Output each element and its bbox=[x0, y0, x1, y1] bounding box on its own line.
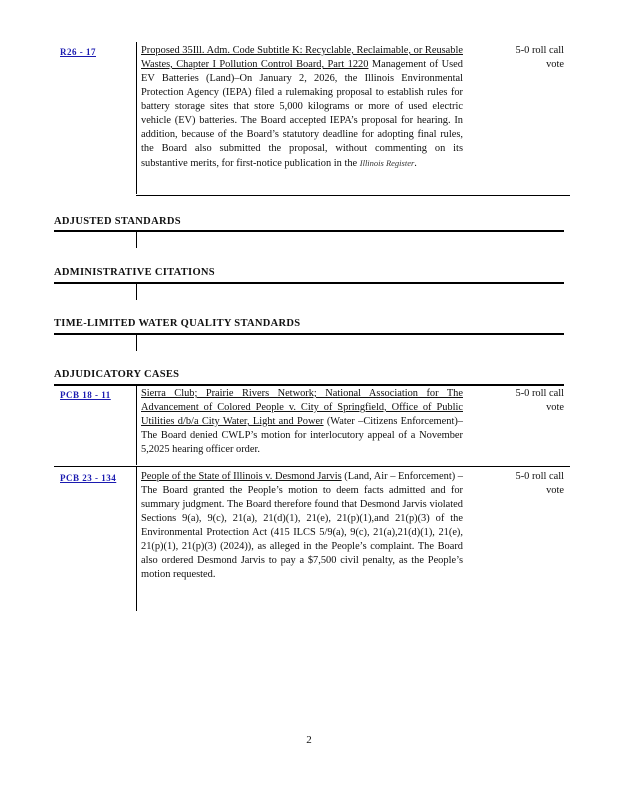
entry-divider bbox=[54, 466, 570, 467]
entry-pcb-18-11-caption: Sierra Club; Prairie Rivers Network; National Association for The Advancement of Colored People v. City of Springfield, Office of Public Utilities d/b/a City Water, Light and Power bbox=[141, 388, 463, 427]
entry-r26-17-text bbox=[141, 44, 463, 171]
entry-pcb-18-11-vote: 5-0 roll call vote bbox=[515, 388, 564, 413]
case-link-r26-17[interactable]: R26 - 17 bbox=[60, 47, 96, 57]
section-adjudicatory-cases: ADJUDICATORY CASES bbox=[54, 369, 180, 380]
column-divider bbox=[136, 42, 137, 194]
illinois-register-title: Illinois Register bbox=[359, 158, 415, 168]
page-number: 2 bbox=[306, 734, 312, 746]
entry-r26-17-body: Management of Used EV Batteries (Land)–On January 2, 2026, the Illinois Environmental Protection Agency (IEPA) filed a rulemaking proposal to establish rules for battery storage sites that store 5,000 kilograms or more of used electric vehicle (EV) batteries. The Board accepted IEPA’s proposal for hearing. In addition, because of the Board’s statutory deadline for adopting final rules, the Board also submitted the proposal, without commenting on its substantive merits, for first-notice publication in the bbox=[141, 59, 463, 169]
section-administrative-citations: ADMINISTRATIVE CITATIONS bbox=[54, 267, 215, 278]
section-rule bbox=[54, 384, 564, 386]
entry-pcb-18-11-body: (Water –Citizens Enforcement)–The Board denied CWLP’s motion for interlocutory appeal of a November 5,2025 hearing officer order. bbox=[141, 416, 463, 455]
entry-pcb-23-134-caption: People of the State of Illinois v. Desmond Jarvis bbox=[141, 471, 342, 482]
section-rule bbox=[54, 282, 564, 284]
entry-r26-17-caption: Proposed 35Ill. Adm. Code Subtitle K: Recyclable, Reclaimable, or Reusable Wastes, Chapter I Pollution Control Board, Part 1220 bbox=[141, 45, 463, 70]
column-divider bbox=[136, 284, 137, 300]
column-divider bbox=[136, 467, 137, 611]
section-time-limited-standards: TIME-LIMITED WATER QUALITY STANDARDS bbox=[54, 318, 301, 329]
case-link-pcb-18-11[interactable]: PCB 18 - 11 bbox=[60, 390, 111, 400]
section-adjusted-standards: ADJUSTED STANDARDS bbox=[54, 216, 181, 227]
entry-pcb-23-134-vote: 5-0 roll call vote bbox=[515, 471, 564, 496]
column-divider bbox=[136, 232, 137, 248]
section-rule bbox=[54, 230, 564, 232]
entry-r26-17-end: . bbox=[414, 158, 417, 169]
entry-pcb-18-11-text bbox=[141, 387, 463, 457]
entry-pcb-23-134-text bbox=[141, 470, 463, 582]
case-link-pcb-23-134[interactable]: PCB 23 - 134 bbox=[60, 473, 117, 483]
entry-r26-17-vote: 5-0 roll call vote bbox=[515, 45, 564, 70]
column-divider bbox=[136, 335, 137, 351]
entry-pcb-23-134-body: (Land, Air – Enforcement) –The Board granted the People’s motion to deem facts admitted and for summary judgment. The Board therefore found that Desmond Jarvis violated Sections 9(a), 9(c), 21(a), 21(d)(1), 21(e), 21(p)(1),and 21(p)(3) of the Environmental Protection Act (415 ILCS 5/9(a), 9(c), 21(a),21(d)(1), 21(e), 21(p)(1), 21(p)(3) (2024)), as alleged in the People’s complaint. The Board also ordered Desmond Jarvis to pay a $7,500 civil penalty, as the People’s motion requested. bbox=[141, 471, 463, 580]
entry-divider bbox=[136, 195, 570, 196]
column-divider bbox=[136, 386, 137, 465]
section-rule bbox=[54, 333, 564, 335]
